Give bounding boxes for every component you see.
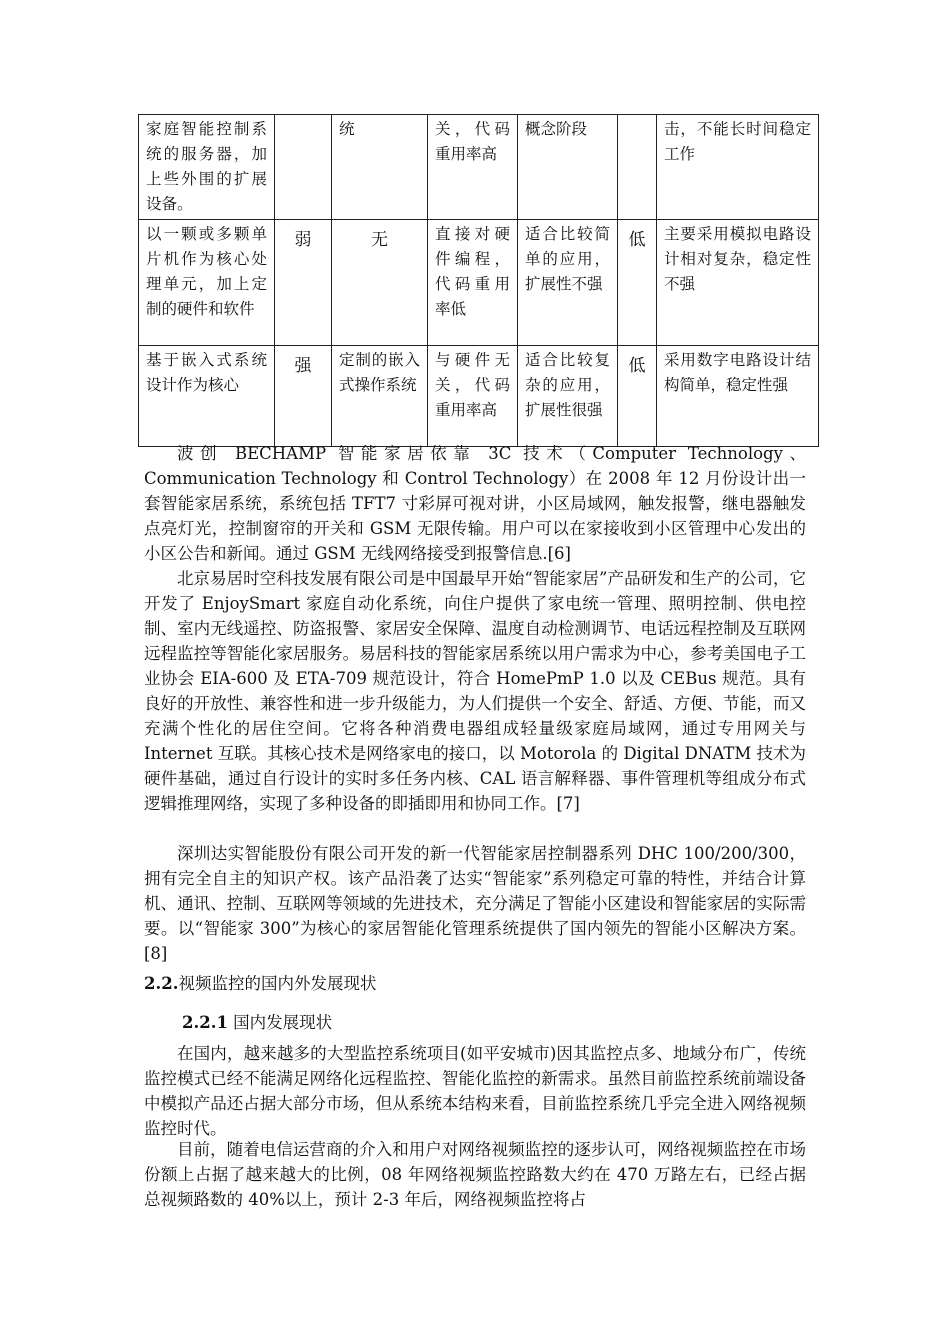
table-row bbox=[139, 115, 819, 220]
table-cell: 低 bbox=[618, 220, 657, 346]
table-cell: 以一颗或多颗单片机作为核心处理单元，加上定制的硬件和软件 bbox=[139, 220, 275, 346]
table-cell: 直接对硬件编程，代码重用率低 bbox=[428, 220, 518, 346]
table-cell: 无 bbox=[332, 220, 428, 346]
paragraph-bechamp: 波创 BECHAMP 智能家居依靠 3C 技术（Computer Technology、Communication Technology 和 Control Technology）在 2008 年 12 月份设计出一套智能家居系统，系统包括 TFT7 寸彩屏可视对讲，小区局域网，触发报警，继电器触发点亮灯光，控制窗帘的开关和 GSM 无限传输。用户可以在家接收到小区管理中心发出的小区公告和新闻。通过 GSM 无线网络接受到报警信息.[6] bbox=[144, 444, 806, 563]
section-heading bbox=[144, 970, 376, 994]
table-cell: 适合比较简单的应用，扩展性不强 bbox=[518, 220, 618, 346]
table-cell: 关，代码重用率高 bbox=[428, 115, 518, 220]
table-cell bbox=[275, 115, 332, 220]
table-cell: 弱 bbox=[275, 220, 332, 346]
subsection-number: 2.2.1 bbox=[182, 1013, 228, 1032]
table-row bbox=[139, 346, 819, 447]
paragraph-enjoysmart: 北京易居时空科技发展有限公司是中国最早开始“智能家居”产品研发和生产的公司，它开发了 EnjoySmart 家庭自动化系统，向住户提供了家电统一管理、照明控制、供电控制、室内无线遥控、防盗报警、家居安全保障、温度自动检测调节、电话远程控制及互联网远程监控等智能化家居服务。易居科技的智能家居系统以用户需求为中心，参考美国电子工业协会 EIA-600 及 ETA-709 规范设计，符合 HomePmP 1.0 以及 CEBus 规范。具有良好的开放性、兼容性和进一步升级能力，为人们提供一个安全、舒适、方便、节能，而又充满个性化的居住空间。它将各种消费电器组成轻量级家庭局域网，通过专用网关与 Internet 互联。其核心技术是网络家电的接口，以 Motorola 的 Digital DNATM 技术为硬件基础，通过自行设计的实时多任务内核、CAL 语言解释器、事件管理机等组成分布式逻辑推理网络，实现了多种设备的即插即用和协同工作。[7] bbox=[144, 569, 806, 813]
comparison-table bbox=[138, 114, 819, 447]
section-number: 2.2. bbox=[144, 974, 179, 993]
table-cell: 主要采用模拟电路设计相对复杂，稳定性不强 bbox=[657, 220, 819, 346]
table-cell: 统 bbox=[332, 115, 428, 220]
table-cell: 适合比较复杂的应用，扩展性很强 bbox=[518, 346, 618, 447]
table-cell: 与硬件无关，代码重用率高 bbox=[428, 346, 518, 447]
table-cell: 家庭智能控制系统的服务器，加上些外围的扩展设备。 bbox=[139, 115, 275, 220]
table-row bbox=[139, 220, 819, 346]
table-cell: 概念阶段 bbox=[518, 115, 618, 220]
table-cell: 定制的嵌入式操作系统 bbox=[332, 346, 428, 447]
table-cell: 击，不能长时间稳定工作 bbox=[657, 115, 819, 220]
table-cell: 强 bbox=[275, 346, 332, 447]
paragraph-dhc: 深圳达实智能股份有限公司开发的新一代智能家居控制器系列 DHC 100/200/300，拥有完全自主的知识产权。该产品沿袭了达实“智能家”系列稳定可靠的特性，并结合计算机、通讯、控制、互联网等领域的先进技术，充分满足了智能小区建设和智能家居的实际需要。以“智能家 300”为核心的家居智能化管理系统提供了国内领先的智能小区解决方案。[8] bbox=[144, 844, 806, 963]
table-cell: 低 bbox=[618, 346, 657, 447]
paragraph-domestic-monitoring: 在国内，越来越多的大型监控系统项目(如平安城市)因其监控点多、地域分布广，传统监控模式已经不能满足网络化远程监控、智能化监控的新需求。虽然目前监控系统前端设备中模拟产品还占据大部分市场，但从系统本结构来看，目前监控系统几乎完全进入网络视频监控时代。 bbox=[144, 1044, 806, 1138]
table-cell: 采用数字电路设计结构简单，稳定性强 bbox=[657, 346, 819, 447]
table-cell bbox=[618, 115, 657, 220]
subsection-title: 国内发展现状 bbox=[227, 1013, 333, 1032]
table-cell: 基于嵌入式系统设计作为核心 bbox=[139, 346, 275, 447]
paragraph-network-video: 目前，随着电信运营商的介入和用户对网络视频监控的逐步认可，网络视频监控在市场份额上占据了越来越大的比例，08 年网络视频监控路数大约在 470 万路左右，已经占据总视频路数的 40%以上，预计 2-3 年后，网络视频监控将占 bbox=[144, 1140, 806, 1209]
section-title: 视频监控的国内外发展现状 bbox=[178, 974, 377, 993]
subsection-heading bbox=[182, 1009, 332, 1033]
